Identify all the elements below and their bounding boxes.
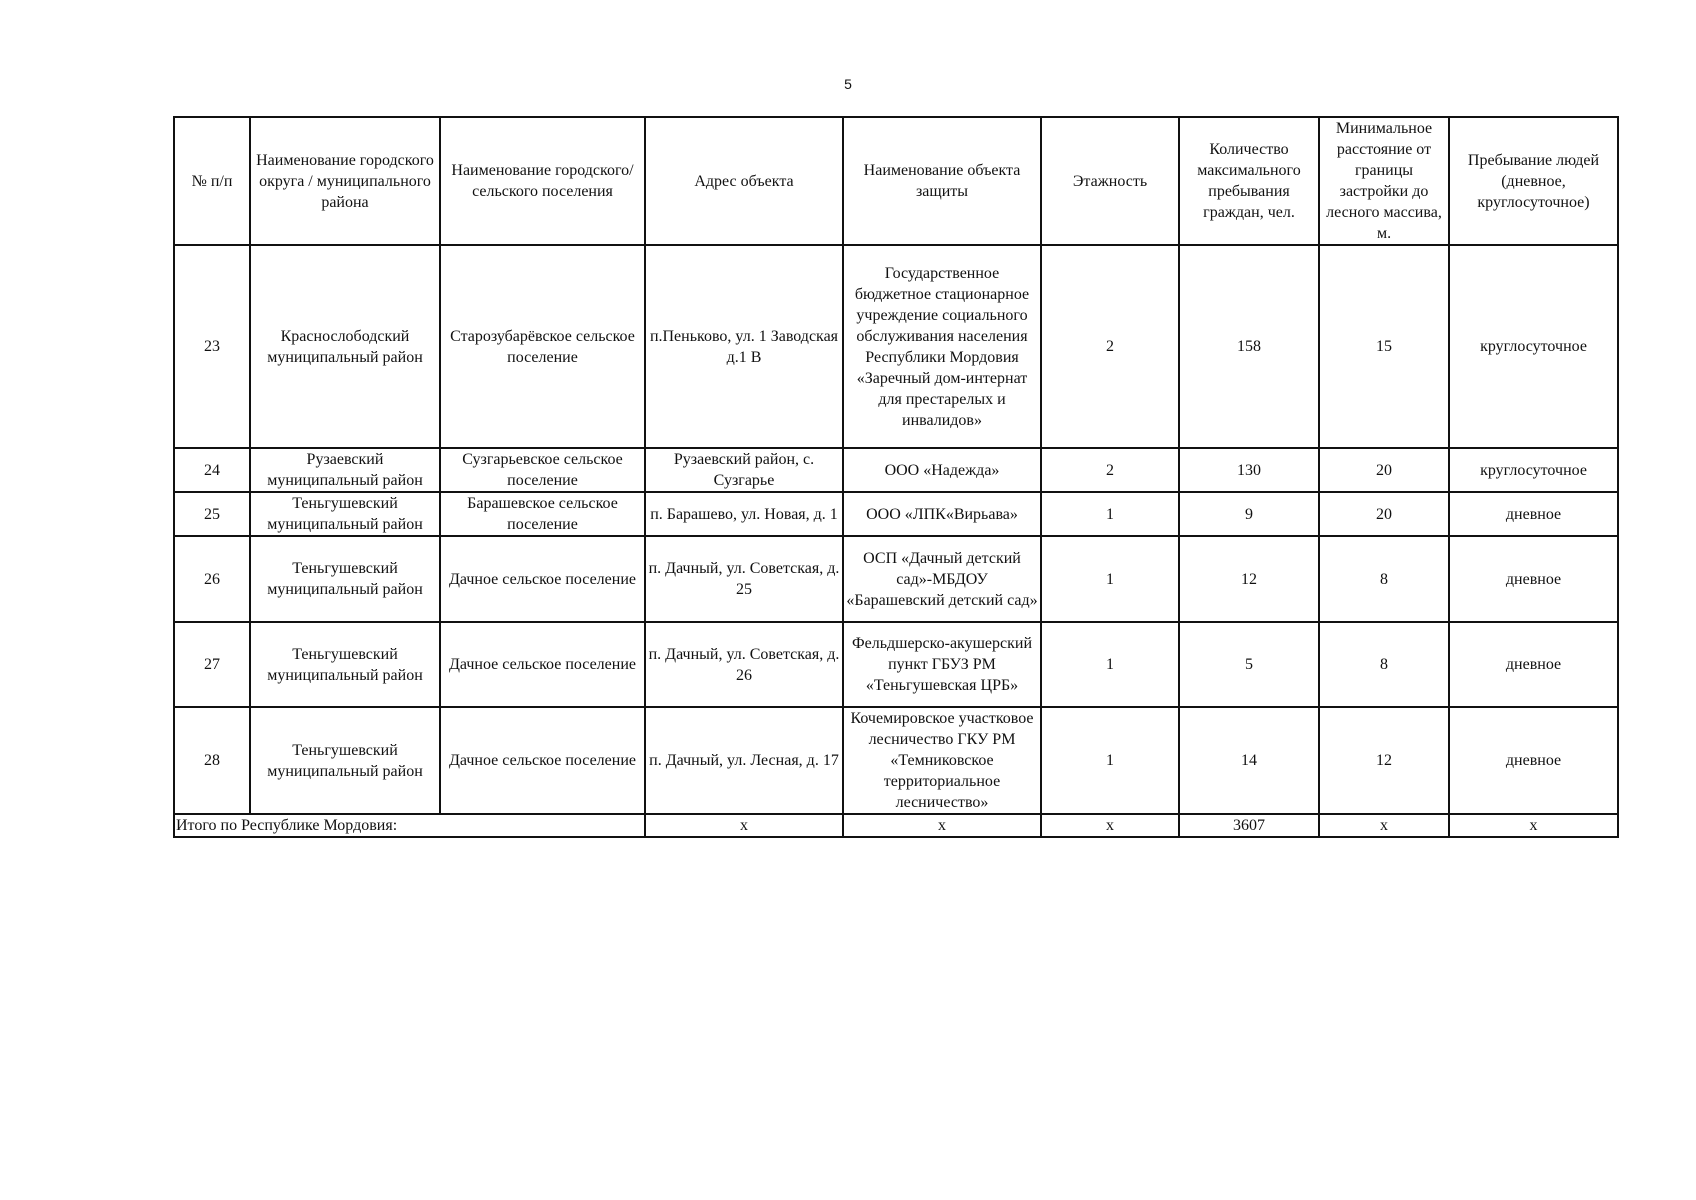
cell-district: Краснослободский муниципальный район [250,245,440,448]
cell-capacity: 5 [1179,622,1319,707]
cell-address: п. Дачный, ул. Советская, д. 26 [645,622,843,707]
cell-floors: 1 [1041,622,1179,707]
cell-district: Теньгушевский муниципальный район [250,492,440,536]
cell-distance: 15 [1319,245,1449,448]
cell-settlement: Старозубарёвское сельское поселение [440,245,645,448]
cell-distance: 20 [1319,492,1449,536]
cell-object: ООО «ЛПК«Вирьава» [843,492,1041,536]
total-row [174,814,1618,837]
cell-object: Кочемировское участковое лесничество ГКУ РМ «Темниковское территориальное лесничество» [843,707,1041,814]
table-row [174,622,1618,707]
cell-object: Государственное бюджетное стационарное учреждение социального обслуживания населения Республики Мордовия «Заречный дом-интернат для престарелых и инвалидов» [843,245,1041,448]
table-row [174,707,1618,814]
header-settlement: Наименование городского/ сельского поселения [440,117,645,245]
cell-number: 28 [174,707,250,814]
cell-stay: круглосуточное [1449,448,1618,492]
header-object: Наименование объекта защиты [843,117,1041,245]
table-row [174,492,1618,536]
cell-distance: 8 [1319,536,1449,622]
cell-floors: 1 [1041,492,1179,536]
cell-stay: дневное [1449,622,1618,707]
cell-stay: дневное [1449,492,1618,536]
cell-floors: 2 [1041,245,1179,448]
cell-district: Теньгушевский муниципальный район [250,707,440,814]
cell-district: Теньгушевский муниципальный район [250,536,440,622]
table-row [174,448,1618,492]
table-header-row [174,117,1618,245]
cell-district: Рузаевский муниципальный район [250,448,440,492]
total-label: Итого по Республике Мордовия: [174,814,645,837]
total-capacity: 3607 [1179,814,1319,837]
cell-stay: дневное [1449,536,1618,622]
cell-object: ООО «Надежда» [843,448,1041,492]
cell-address: п.Пеньково, ул. 1 Заводская д.1 В [645,245,843,448]
cell-object: Фельдшерско-акушерский пункт ГБУЗ РМ «Теньгушевская ЦРБ» [843,622,1041,707]
cell-distance: 8 [1319,622,1449,707]
cell-number: 24 [174,448,250,492]
cell-address: п. Барашево, ул. Новая, д. 1 [645,492,843,536]
cell-capacity: 14 [1179,707,1319,814]
table-row [174,536,1618,622]
cell-distance: 12 [1319,707,1449,814]
header-district: Наименование городского округа / муниципального района [250,117,440,245]
cell-floors: 1 [1041,707,1179,814]
total-address: х [645,814,843,837]
total-distance: х [1319,814,1449,837]
page-number: 5 [844,76,852,92]
header-floors: Этажность [1041,117,1179,245]
header-stay: Пребывание людей (дневное, круглосуточное) [1449,117,1618,245]
cell-object: ОСП «Дачный детский сад»-МБДОУ «Барашевский детский сад» [843,536,1041,622]
cell-capacity: 12 [1179,536,1319,622]
table-row [174,245,1618,448]
cell-number: 27 [174,622,250,707]
cell-address: Рузаевский район, с. Сузгарье [645,448,843,492]
total-stay: х [1449,814,1618,837]
cell-floors: 2 [1041,448,1179,492]
cell-settlement: Барашевское сельское поселение [440,492,645,536]
cell-number: 23 [174,245,250,448]
header-capacity: Количество максимального пребывания граждан, чел. [1179,117,1319,245]
cell-settlement: Сузгарьевское сельское поселение [440,448,645,492]
cell-distance: 20 [1319,448,1449,492]
cell-settlement: Дачное сельское поселение [440,707,645,814]
cell-capacity: 158 [1179,245,1319,448]
cell-stay: дневное [1449,707,1618,814]
cell-district: Теньгушевский муниципальный район [250,622,440,707]
total-floors: х [1041,814,1179,837]
header-distance: Минимальное расстояние от границы застройки до лесного массива, м. [1319,117,1449,245]
cell-address: п. Дачный, ул. Советская, д. 25 [645,536,843,622]
total-object: х [843,814,1041,837]
cell-address: п. Дачный, ул. Лесная, д. 17 [645,707,843,814]
cell-stay: круглосуточное [1449,245,1618,448]
cell-number: 25 [174,492,250,536]
cell-capacity: 9 [1179,492,1319,536]
header-address: Адрес объекта [645,117,843,245]
protected-objects-table [173,116,1619,838]
cell-settlement: Дачное сельское поселение [440,622,645,707]
cell-floors: 1 [1041,536,1179,622]
cell-number: 26 [174,536,250,622]
header-number: № п/п [174,117,250,245]
cell-capacity: 130 [1179,448,1319,492]
cell-settlement: Дачное сельское поселение [440,536,645,622]
